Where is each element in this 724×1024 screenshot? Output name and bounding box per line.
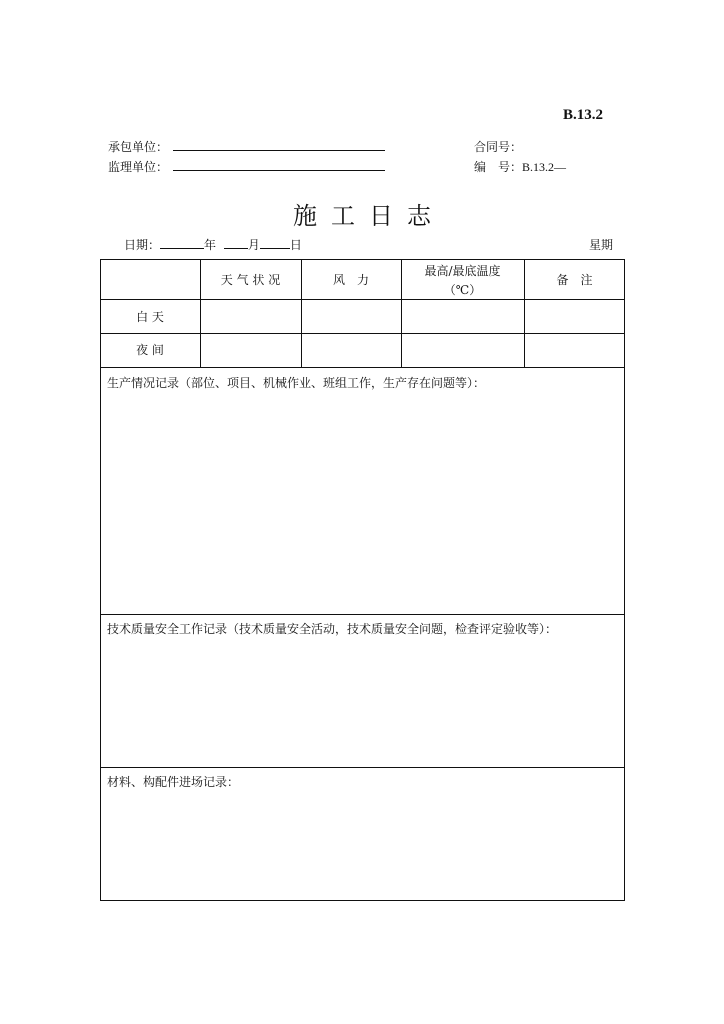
header-weather: 天 气 状 况 (220, 273, 281, 287)
header-remarks: 备 注 (556, 273, 593, 287)
month-field[interactable] (224, 236, 248, 249)
row-divider (100, 299, 625, 300)
quality-safety-records-label: 技术质量安全工作记录（技术质量安全活动，技术质量安全问题，检查评定验收等）： (107, 622, 558, 636)
date-line (124, 236, 302, 253)
supervisor-label: 监理单位： (108, 160, 169, 174)
header-temperature-unit: （℃） (443, 283, 482, 297)
weekday-label: 星期 (589, 238, 614, 252)
month-label: 月 (247, 238, 260, 252)
contractor-field[interactable] (173, 150, 385, 151)
day-label: 日 (289, 238, 302, 252)
section-divider (100, 767, 625, 768)
year-label: 年 (204, 238, 217, 252)
contractor-label: 承包单位： (108, 140, 169, 154)
page-title: 施工日志 (293, 202, 445, 230)
contract-no-label: 合同号： (474, 140, 523, 154)
header-temperature: 最高/最底温度 (424, 264, 501, 278)
serial-value: B.13.2— (522, 160, 567, 174)
form-code: B.13.2 (563, 107, 604, 123)
year-field[interactable] (160, 236, 204, 249)
row-divider (100, 333, 625, 334)
materials-records-label: 材料、构配件进场记录： (107, 775, 240, 789)
section-divider (100, 614, 625, 615)
production-records-label: 生产情况记录（部位、项目、机械作业、班组工作，生产存在问题等）： (107, 376, 486, 390)
row-label-night: 夜 间 (136, 343, 164, 357)
serial-no (474, 158, 566, 175)
date-label: 日期： (124, 238, 161, 252)
day-field[interactable] (260, 236, 290, 249)
row-divider (100, 367, 625, 368)
row-label-daytime: 白 天 (136, 310, 164, 324)
header-wind: 风 力 (332, 273, 369, 287)
serial-label: 编 号： (474, 160, 523, 174)
supervisor-field[interactable] (173, 170, 385, 171)
